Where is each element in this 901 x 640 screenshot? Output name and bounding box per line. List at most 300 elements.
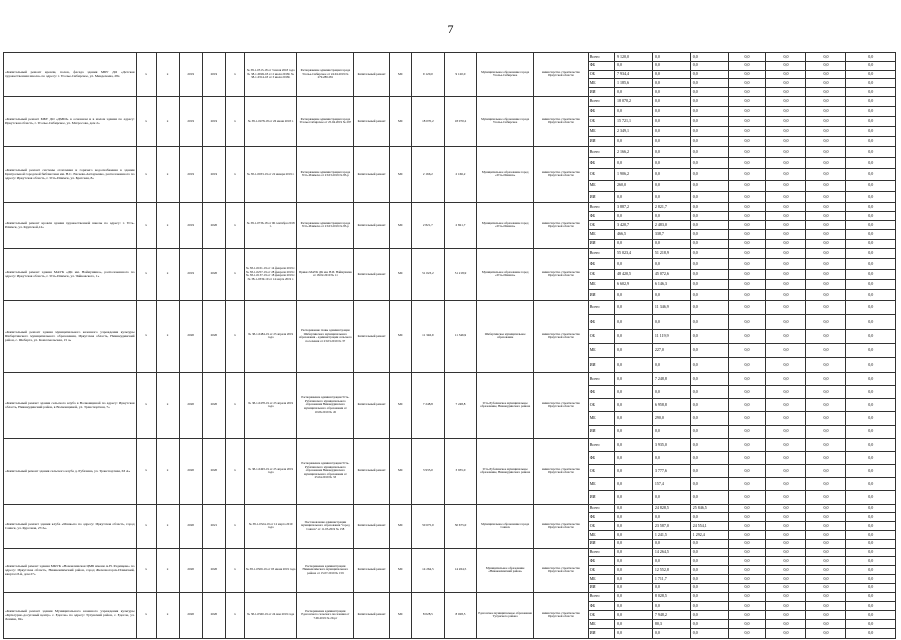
expertise-cell: № 38-1-0033-19 от 22 января 2019 г. xyxy=(244,146,297,202)
funding-amount-cell: 0,0 xyxy=(766,465,806,478)
funding-amount-cell: 0,0 xyxy=(652,61,690,70)
funding-amount-cell: 1 711,7 xyxy=(652,575,690,584)
funding-amount-cell: 0,0 xyxy=(806,315,846,329)
funding-source-label: Всего xyxy=(588,548,614,557)
funding-source-label: ИИ xyxy=(588,239,614,248)
expertise-cell: № 38-1-0484-19 от 23 апреля 2019 года xyxy=(244,300,297,372)
funding-amount-cell: 0,0 xyxy=(615,548,653,557)
funding-amount-cell: 0,0 xyxy=(728,169,766,180)
funding-amount-cell: 0,0 xyxy=(846,300,896,314)
funding-amount-cell: 0,0 xyxy=(846,438,896,451)
funding-amount-cell: 0,0 xyxy=(766,191,806,202)
work-type-cell: Капитальный ремонт xyxy=(354,202,390,248)
funding-amount-cell: 0,0 xyxy=(766,343,806,357)
funding-amount-cell: 1 241,5 xyxy=(652,531,690,540)
funding-amount-cell: 23 587,0 xyxy=(652,522,690,531)
funding-amount-cell: 0,0 xyxy=(690,412,728,425)
funding-amount-cell: 0,0 xyxy=(766,425,806,438)
date-cell: х xyxy=(225,548,244,592)
funding-amount-cell: 0,0 xyxy=(615,372,653,385)
start-year-cell: 2019 xyxy=(179,53,202,97)
funding-amount-cell: 0,0 xyxy=(652,290,690,300)
end-year-cell: 2021 xyxy=(202,504,225,548)
funding-source-label: ОБ xyxy=(588,399,614,412)
project-row xyxy=(4,202,896,211)
funding-amount-cell: 0,0 xyxy=(690,106,728,116)
funding-source-label: Всего xyxy=(588,592,614,601)
funding-amount-cell: 0,0 xyxy=(846,548,896,557)
funding-amount-cell: 0,0 xyxy=(615,385,653,398)
funding-source-label: ФБ xyxy=(588,212,614,221)
expertise-cell: № 38-1-0324-19 от 12 марта 2019 года xyxy=(244,504,297,548)
funding-amount-cell: 0,0 xyxy=(690,566,728,575)
funding-source-label: ИИ xyxy=(588,491,614,504)
estimated-cost-cell: 9 120,0 xyxy=(412,53,445,97)
funding-amount-cell: 0,0 xyxy=(690,290,728,300)
funding-amount-cell: 0,0 xyxy=(690,116,728,126)
funding-amount-cell: 0,0 xyxy=(766,372,806,385)
capacity-cell: х xyxy=(136,248,156,300)
funding-amount-cell: 0,0 xyxy=(728,465,766,478)
ownership-cell: МС xyxy=(390,438,412,504)
funding-amount-cell: 0,0 xyxy=(690,491,728,504)
decision-document-cell: Распоряжение администрации города Усть-Илимска от 23.03.2019 № 83-р xyxy=(297,146,354,202)
funding-amount-cell: 0,0 xyxy=(846,478,896,491)
funding-amount-cell: 0,0 xyxy=(806,126,846,136)
funding-amount-cell: 0,0 xyxy=(690,158,728,169)
funding-amount-cell: 0,0 xyxy=(766,230,806,239)
funding-source-label: МБ xyxy=(588,531,614,540)
funding-amount-cell: 0,0 xyxy=(690,180,728,191)
funding-amount-cell: 0,0 xyxy=(846,61,896,70)
funding-amount-cell: 0,0 xyxy=(728,548,766,557)
funding-source-label: МБ xyxy=(588,126,614,136)
funding-amount-cell: 0,0 xyxy=(806,513,846,522)
project-name-cell: «Капитальный ремонт здания МКУК «Новоилимская ЦМБ имени А.Н. Радищева» по адресу: Иркутская область, Нижнеилимский район, город Железногорск-Илимский, квартал 8-й, дом 27» xyxy=(4,548,137,592)
funding-amount-cell: 0,0 xyxy=(766,610,806,619)
work-type-cell: Капитальный ремонт xyxy=(354,504,390,548)
funding-amount-cell: 0,0 xyxy=(690,539,728,548)
funding-source-label: ФБ xyxy=(588,601,614,610)
capacity-cell: х xyxy=(136,438,156,504)
funding-amount-cell: 0,0 xyxy=(652,629,690,638)
funding-amount-cell: 0,0 xyxy=(690,88,728,97)
funding-amount-cell: 0,0 xyxy=(846,531,896,540)
end-year-cell: 2019 xyxy=(202,96,225,146)
funding-amount-cell: 0,0 xyxy=(766,212,806,221)
end-year-cell: 2020 xyxy=(202,548,225,592)
funding-amount-cell: 0,0 xyxy=(690,425,728,438)
funding-amount-cell: 0,0 xyxy=(806,70,846,79)
funding-amount-cell: 0,0 xyxy=(806,399,846,412)
funding-amount-cell: 0,0 xyxy=(690,620,728,629)
funding-amount-cell: 0,0 xyxy=(846,601,896,610)
funding-amount-cell: 0,0 xyxy=(766,329,806,343)
work-type-cell: Капитальный ремонт xyxy=(354,53,390,97)
funding-amount-cell: 0,0 xyxy=(846,169,896,180)
funding-amount-cell: 0,0 xyxy=(728,280,766,290)
funding-amount-cell: 0,0 xyxy=(806,620,846,629)
funding-amount-cell: 12 552,8 xyxy=(652,566,690,575)
funding-amount-cell: 0,0 xyxy=(615,239,653,248)
funding-amount-cell: 0,0 xyxy=(806,329,846,343)
funding-source-label: МБ xyxy=(588,620,614,629)
estimated-cost-cell: 11 346,9 xyxy=(412,300,445,372)
funding-amount-cell: 0,0 xyxy=(728,239,766,248)
funding-amount-cell: 0,0 xyxy=(766,248,806,258)
funding-source-label: ОБ xyxy=(588,465,614,478)
funding-amount-cell: 290,0 xyxy=(652,412,690,425)
funding-amount-cell: 0,0 xyxy=(690,96,728,106)
funding-amount-cell: 0,0 xyxy=(615,620,653,629)
funding-amount-cell: 0,0 xyxy=(652,106,690,116)
funding-amount-cell: 0,0 xyxy=(690,385,728,398)
funding-amount-cell: 0,0 xyxy=(728,315,766,329)
funding-amount-cell: 25 846,5 xyxy=(690,504,728,513)
funding-amount-cell: 0,0 xyxy=(615,451,653,464)
funding-amount-cell: 0,0 xyxy=(846,583,896,592)
funding-amount-cell: 0,0 xyxy=(806,601,846,610)
funding-amount-cell: 0,0 xyxy=(690,629,728,638)
capacity-cell: х xyxy=(136,146,156,202)
funding-amount-cell: 0,0 xyxy=(652,425,690,438)
capacity-cell: х xyxy=(136,300,156,372)
funding-amount-cell: 0,0 xyxy=(846,136,896,146)
start-year-cell: 2019 xyxy=(179,202,202,248)
funding-amount-cell: 0,0 xyxy=(652,96,690,106)
funding-amount-cell: 0,0 xyxy=(846,610,896,619)
funding-amount-cell: 0,0 xyxy=(615,629,653,638)
funding-amount-cell: 0,0 xyxy=(728,610,766,619)
funding-amount-cell: 0,0 xyxy=(690,221,728,230)
funding-amount-cell: 0,0 xyxy=(728,126,766,136)
funding-amount-cell: 0,0 xyxy=(766,116,806,126)
funding-amount-cell: 0,0 xyxy=(728,343,766,357)
funding-amount-cell: 0,0 xyxy=(690,79,728,88)
funding-amount-cell: 0,0 xyxy=(766,106,806,116)
funding-amount-cell: 0,0 xyxy=(846,116,896,126)
funding-amount-cell: 0,0 xyxy=(615,491,653,504)
funding-amount-cell: 0,0 xyxy=(806,146,846,157)
funding-amount-cell: 0,0 xyxy=(766,438,806,451)
funding-amount-cell: 0,0 xyxy=(615,610,653,619)
date-cell: х xyxy=(225,248,244,300)
funding-amount-cell: 0,0 xyxy=(690,575,728,584)
funding-amount-cell: 0,0 xyxy=(846,575,896,584)
funding-amount-cell: 0,0 xyxy=(728,269,766,279)
funding-amount-cell: 0,0 xyxy=(615,478,653,491)
funding-amount-cell: 55 023,4 xyxy=(615,248,653,258)
funding-amount-cell: 0,0 xyxy=(728,583,766,592)
customer-cell: Муниципальное образование города Усолье-Сибирское xyxy=(477,96,534,146)
project-row xyxy=(4,96,896,106)
funding-amount-cell: 2 349,1 xyxy=(615,126,653,136)
start-year-cell: 2020 xyxy=(179,300,202,372)
funding-amount-cell: 0,0 xyxy=(846,239,896,248)
funding-amount-cell: 0,0 xyxy=(766,88,806,97)
funding-source-label: ФБ xyxy=(588,259,614,269)
administrator-cell: министерство строительства Иркутской области xyxy=(534,248,589,300)
funding-amount-cell: 11 119,9 xyxy=(652,329,690,343)
funding-amount-cell: 0,0 xyxy=(728,372,766,385)
decision-document-cell: Распоряжение администрации Нижнеилимского муниципального района от 15.07.2019 № 159 xyxy=(297,548,354,592)
end-year-cell: 2019 xyxy=(202,53,225,97)
date-cell: х xyxy=(225,504,244,548)
funding-amount-cell: 0,0 xyxy=(652,126,690,136)
funding-amount-cell: 0,0 xyxy=(652,259,690,269)
funding-amount-cell: 157,4 xyxy=(652,478,690,491)
funding-amount-cell: 0,0 xyxy=(615,61,653,70)
funding-amount-cell: 0,0 xyxy=(806,79,846,88)
ownership-cell: МС xyxy=(390,53,412,97)
funding-source-label: ИИ xyxy=(588,191,614,202)
funding-source-label: Всего xyxy=(588,96,614,106)
funding-amount-cell: 0,0 xyxy=(806,610,846,619)
funding-source-label: ФБ xyxy=(588,385,614,398)
funding-amount-cell: 0,0 xyxy=(615,259,653,269)
estimated-cost-cell: 18 070,2 xyxy=(412,96,445,146)
funding-amount-cell: 0,0 xyxy=(766,548,806,557)
funding-amount-cell: 0,0 xyxy=(728,575,766,584)
funding-amount-cell: 0,0 xyxy=(846,522,896,531)
work-type-cell: Капитальный ремонт xyxy=(354,592,390,638)
funding-amount-cell: 0,0 xyxy=(652,539,690,548)
funding-amount-cell: 8 028,5 xyxy=(652,592,690,601)
funding-amount-cell: 0,0 xyxy=(766,451,806,464)
expertise-cell: № 38-1-0478-19 от 23 апреля 2019 года xyxy=(244,372,297,438)
funding-amount-cell: 0,0 xyxy=(846,96,896,106)
decision-document-cell: Распоряжение администрации Усть-Рубахинского муниципального образования Нижнеудинского муниципального образования от 25.04.2019 № 33 xyxy=(297,438,354,504)
project-row xyxy=(4,372,896,385)
estimated-cost-cell: 2 821,7 xyxy=(412,202,445,248)
estimated-cost-cell: 14 264,5 xyxy=(412,548,445,592)
funding-amount-cell: 0,0 xyxy=(766,146,806,157)
funding-amount-cell: 0,0 xyxy=(652,557,690,566)
date-cell: х xyxy=(225,96,244,146)
funding-amount-cell: 0,0 xyxy=(690,269,728,279)
funding-amount-cell: 0,0 xyxy=(728,202,766,211)
funding-source-label: МБ xyxy=(588,412,614,425)
unit-cell: х xyxy=(156,96,179,146)
start-year-cell: 2019 xyxy=(179,146,202,202)
limit-cost-cell: 11 346,9 xyxy=(444,300,477,372)
funding-amount-cell: 0,0 xyxy=(846,158,896,169)
funding-amount-cell: 15 721,1 xyxy=(615,116,653,126)
funding-amount-cell: 3 777,6 xyxy=(652,465,690,478)
funding-amount-cell: 0,0 xyxy=(728,566,766,575)
funding-amount-cell: 0,0 xyxy=(766,491,806,504)
funding-amount-cell: 0,0 xyxy=(846,566,896,575)
funding-amount-cell: 0,0 xyxy=(846,191,896,202)
ownership-cell: МС xyxy=(390,548,412,592)
decision-document-cell: Распоряжение администрации города Усть-Илимска от 23.03.2019 № 83-р xyxy=(297,202,354,248)
funding-source-label: ОБ xyxy=(588,116,614,126)
date-cell: х xyxy=(225,146,244,202)
funding-amount-cell: 0,0 xyxy=(806,212,846,221)
funding-amount-cell: 0,0 xyxy=(652,601,690,610)
funding-amount-cell: 0,0 xyxy=(728,504,766,513)
capacity-cell: х xyxy=(136,548,156,592)
funding-amount-cell: 0,0 xyxy=(766,79,806,88)
project-name-cell: «Капитальный ремонт здания сельского клуба в Волковщиной по адресу: Иркутская область, Нижнеудинский район, в Волковщиной, ул. Транспортная, 7» xyxy=(4,372,137,438)
administrator-cell: министерство строительства Иркутской области xyxy=(534,300,589,372)
end-year-cell: 2020 xyxy=(202,300,225,372)
funding-amount-cell: 0,0 xyxy=(652,79,690,88)
funding-amount-cell: 0,0 xyxy=(806,248,846,258)
project-name-cell: «Капитальный ремонт кровли, полов, фасада здания МБУ ДО «Детская художественная школа» по адресу: г. Усолье-Сибирское, ул. Менделеева, 28а xyxy=(4,53,137,97)
funding-amount-cell: 48 420,5 xyxy=(615,269,653,279)
decision-document-cell: Распоряжение администрации Усть-Рубахинского муниципального образования Нижнеудинского муниципального образования от 10.06.2019 № 45 xyxy=(297,372,354,438)
funding-amount-cell: 0,0 xyxy=(690,478,728,491)
funding-amount-cell: 0,0 xyxy=(728,96,766,106)
unit-cell: х xyxy=(156,592,179,638)
funding-amount-cell: 0,0 xyxy=(806,465,846,478)
funding-amount-cell: 2 483,0 xyxy=(652,221,690,230)
funding-amount-cell: 24 828,5 xyxy=(652,504,690,513)
funding-amount-cell: 1 185,6 xyxy=(615,79,653,88)
unit-cell: х xyxy=(156,53,179,97)
funding-source-label: ФБ xyxy=(588,451,614,464)
funding-amount-cell: 0,0 xyxy=(806,202,846,211)
funding-amount-cell: 0,0 xyxy=(690,548,728,557)
funding-amount-cell: 3 887,2 xyxy=(615,202,653,211)
funding-source-label: Всего xyxy=(588,248,614,258)
funding-amount-cell: 0,0 xyxy=(728,601,766,610)
start-year-cell: 2020 xyxy=(179,372,202,438)
funding-amount-cell: 0,0 xyxy=(690,358,728,372)
funding-amount-cell: 0,0 xyxy=(806,372,846,385)
funding-amount-cell: 0,0 xyxy=(728,412,766,425)
funding-amount-cell: 0,0 xyxy=(652,146,690,157)
project-name-cell: «Капитальный ремонт здания МАУК «ДК им. Наймушина», расположенного по адресу: Иркутская область, г. Усть-Илимск, ул. Чайковского, 1» xyxy=(4,248,137,300)
funding-amount-cell: 0,0 xyxy=(690,239,728,248)
funding-amount-cell: 0,0 xyxy=(690,372,728,385)
funding-amount-cell: 0,0 xyxy=(652,451,690,464)
estimated-cost-cell: 2 166,2 xyxy=(412,146,445,202)
funding-amount-cell: 7 948,2 xyxy=(652,610,690,619)
funding-amount-cell: 0,0 xyxy=(728,61,766,70)
funding-amount-cell: 0,0 xyxy=(615,358,653,372)
funding-source-label: МБ xyxy=(588,343,614,357)
funding-amount-cell: 0,0 xyxy=(728,88,766,97)
funding-amount-cell: 7 934,4 xyxy=(615,70,653,79)
funding-amount-cell: 0,0 xyxy=(652,158,690,169)
unit-cell: х xyxy=(156,504,179,548)
funding-amount-cell: 0,0 xyxy=(728,191,766,202)
funding-amount-cell: 0,0 xyxy=(728,478,766,491)
funding-amount-cell: 0,0 xyxy=(615,575,653,584)
funding-amount-cell: 0,0 xyxy=(728,399,766,412)
funding-amount-cell: 0,0 xyxy=(806,629,846,638)
funding-amount-cell: 0,0 xyxy=(728,522,766,531)
funding-amount-cell: 0,0 xyxy=(615,566,653,575)
ownership-cell: МС xyxy=(390,504,412,548)
funding-amount-cell: 0,0 xyxy=(806,300,846,314)
decision-document-cell: Распоряжение главы администрации Шебертинского муниципального образования - администрации сельского поселения от 23.03.2019 № 37 xyxy=(297,300,354,372)
funding-amount-cell: 0,0 xyxy=(615,592,653,601)
date-cell: х xyxy=(225,202,244,248)
unit-cell: х xyxy=(156,548,179,592)
work-type-cell: Капитальный ремонт xyxy=(354,548,390,592)
funding-amount-cell: 0,0 xyxy=(846,385,896,398)
work-type-cell: Капитальный ремонт xyxy=(354,372,390,438)
funding-amount-cell: 0,0 xyxy=(806,412,846,425)
funding-amount-cell: 0,0 xyxy=(652,583,690,592)
funding-amount-cell: 0,0 xyxy=(806,575,846,584)
funding-amount-cell: 0,0 xyxy=(846,280,896,290)
funding-amount-cell: 0,0 xyxy=(766,180,806,191)
funding-amount-cell: 9 120,0 xyxy=(615,53,653,62)
funding-amount-cell: 0,0 xyxy=(690,136,728,146)
page-number: 7 xyxy=(447,22,454,36)
funding-amount-cell: 0,0 xyxy=(806,180,846,191)
funding-source-label: МБ xyxy=(588,180,614,191)
capacity-cell: х xyxy=(136,96,156,146)
date-cell: х xyxy=(225,53,244,97)
funding-amount-cell: 0,0 xyxy=(846,212,896,221)
funding-amount-cell: 0,0 xyxy=(615,504,653,513)
expertise-cell: № 38-1-0513-18 от 3 июля 2018 года № 38-1-0049-18 от 2 июля 2018г. № 38-1-0314-18 от 3 июля 2018г. xyxy=(244,53,297,97)
funding-amount-cell: 0,0 xyxy=(846,399,896,412)
funding-amount-cell: 0,0 xyxy=(615,290,653,300)
limit-cost-cell: 2 166,2 xyxy=(444,146,477,202)
administrator-cell: министерство строительства Иркутской области xyxy=(534,548,589,592)
funding-amount-cell: 0,0 xyxy=(766,202,806,211)
funding-amount-cell: 0,0 xyxy=(615,212,653,221)
funding-amount-cell: 0,0 xyxy=(806,269,846,279)
funding-source-label: ОБ xyxy=(588,522,614,531)
funding-amount-cell: 0,0 xyxy=(806,290,846,300)
work-type-cell: Капитальный ремонт xyxy=(354,300,390,372)
funding-amount-cell: 0,0 xyxy=(615,425,653,438)
funding-amount-cell: 0,0 xyxy=(846,202,896,211)
investment-register-table xyxy=(3,52,896,639)
funding-source-label: ФБ xyxy=(588,158,614,169)
funding-amount-cell: 0,0 xyxy=(690,202,728,211)
funding-amount-cell: 0,0 xyxy=(846,491,896,504)
funding-amount-cell: 0,0 xyxy=(766,61,806,70)
funding-amount-cell: 0,0 xyxy=(806,531,846,540)
funding-amount-cell: 6 958,8 xyxy=(652,399,690,412)
project-row xyxy=(4,592,896,601)
funding-amount-cell: 0,0 xyxy=(690,70,728,79)
funding-amount-cell: 0,0 xyxy=(766,53,806,62)
funding-amount-cell: 0,0 xyxy=(728,221,766,230)
funding-amount-cell: 0,0 xyxy=(728,230,766,239)
estimated-cost-cell: 7 248,8 xyxy=(412,372,445,438)
funding-amount-cell: 0,0 xyxy=(690,191,728,202)
funding-amount-cell: 0,0 xyxy=(806,522,846,531)
administrator-cell: министерство строительства Иркутской области xyxy=(534,53,589,97)
funding-amount-cell: 0,0 xyxy=(846,106,896,116)
project-row xyxy=(4,300,896,314)
funding-amount-cell: 6 602,9 xyxy=(615,280,653,290)
decision-document-cell: Приказ МАУК ДК им. Н.И. Наймушина от 18.02.2019 № 11 xyxy=(297,248,354,300)
funding-source-label: Всего xyxy=(588,300,614,314)
start-year-cell: 2019 xyxy=(179,248,202,300)
work-type-cell: Капитальный ремонт xyxy=(354,96,390,146)
funding-amount-cell: 2 821,7 xyxy=(652,202,690,211)
project-name-cell: «Капитальный ремонт здания сельского клуба д. Рубахина, ул. Транспортная, 63 А» xyxy=(4,438,137,504)
funding-source-label: ИИ xyxy=(588,629,614,638)
funding-amount-cell: 0,0 xyxy=(652,70,690,79)
funding-amount-cell: 0,0 xyxy=(806,280,846,290)
capacity-cell: х xyxy=(136,202,156,248)
funding-amount-cell: 0,0 xyxy=(806,504,846,513)
funding-amount-cell: 0,0 xyxy=(652,136,690,146)
funding-amount-cell: 2 166,2 xyxy=(615,146,653,157)
capacity-cell: х xyxy=(136,592,156,638)
